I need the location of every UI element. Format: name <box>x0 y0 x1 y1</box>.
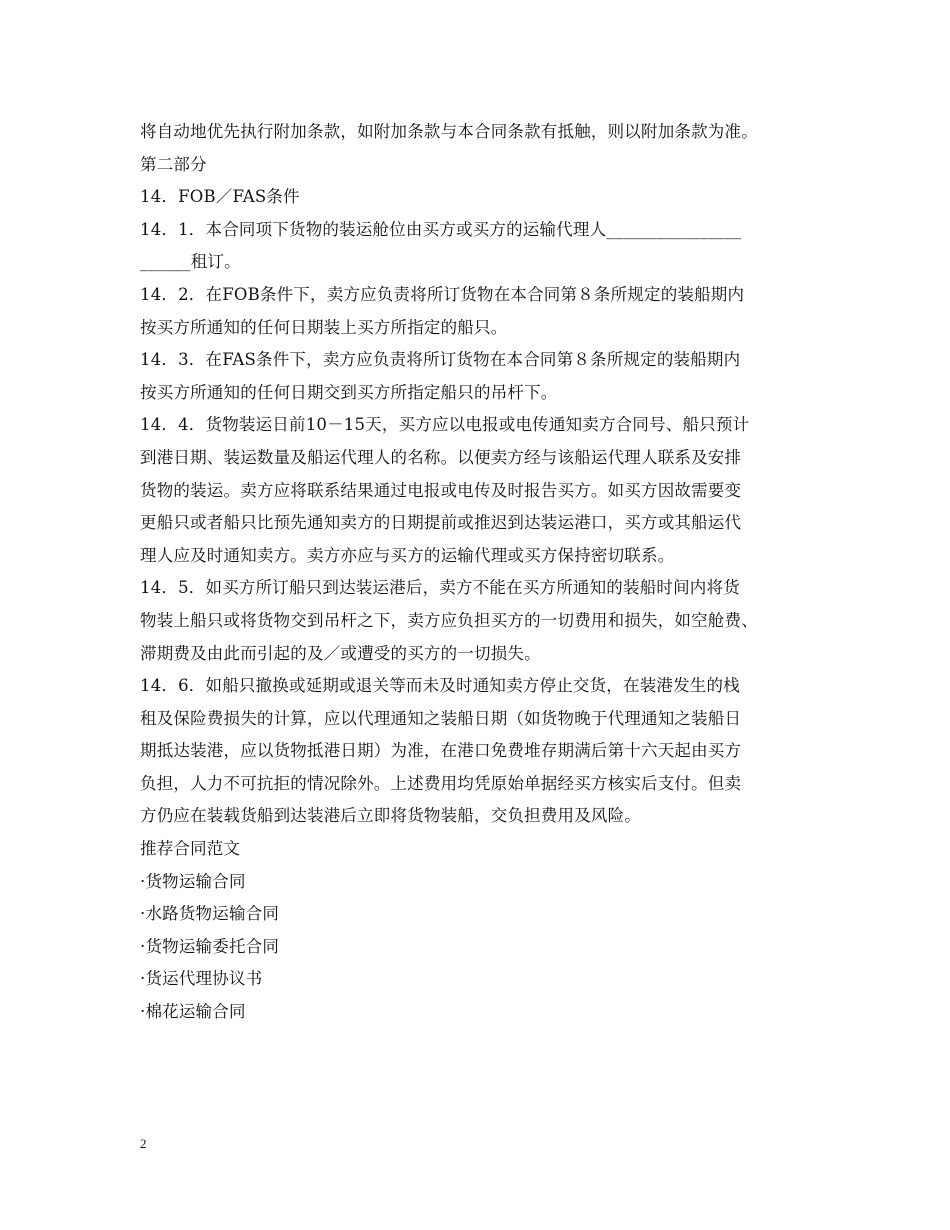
text-line: 更船只或者船只比预先通知卖方的日期提前或推迟到达装运港口，买方或其船运代 <box>140 513 742 533</box>
text-line: 物装上船只或将货物交到吊杆之下，卖方应负担买方的一切费用和损失，如空舱费、 <box>140 610 758 630</box>
text-line: 滞期费及由此而引起的及／或遭受的买方的一切损失。 <box>140 643 541 663</box>
recommended-link[interactable]: ·货物运输合同 <box>140 871 246 891</box>
text-line: 期抵达装港，应以货物抵港日期）为准，在港口免费堆存期满后第十六天起由买方 <box>140 741 742 761</box>
text-line: 将自动地优先执行附加条款，如附加条款与本合同条款有抵触，则以附加条款为准。 <box>140 122 758 141</box>
text-line: 14．3．在FAS条件下，卖方应负责将所订货物在本合同第８条所规定的装船期内 <box>140 350 741 370</box>
recommended-link[interactable]: ·棉花运输合同 <box>140 1002 246 1022</box>
text-line: 租及保险费损失的计算，应以代理通知之装船日期（如货物晚于代理通知之装船日 <box>140 708 742 728</box>
recommended-link[interactable]: ·货运代理协议书 <box>140 969 263 989</box>
text-line: 14．5．如买方所订船只到达装运港后，卖方不能在买方所通知的装船时间内将货 <box>140 578 740 598</box>
text-line: 负担，人力不可抗拒的情况除外。上述费用均凭原始单据经买方核实后支付。但卖 <box>140 773 742 793</box>
text-line: 方仍应在装载货船到达装港后立即将货物装船，交负担费用及风险。 <box>140 806 641 826</box>
text-line: 14．6．如船只撤换或延期或退关等而未及时通知卖方停止交货，在装港发生的栈 <box>140 676 740 696</box>
text-line: 14．2．在FOB条件下，卖方应负责将所订货物在本合同第８条所规定的装船期内 <box>140 284 745 304</box>
text-line: 14．1．本合同项下货物的装运舱位由买方或买方的运输代理人________________ <box>140 219 742 239</box>
text-line: 14．4．货物装运日前10－15天，买方应以电报或电传通知卖方合同号、船只预计 <box>140 415 750 435</box>
section-heading: 第二部分 <box>140 154 207 174</box>
recommended-link[interactable]: ·货物运输委托合同 <box>140 936 280 956</box>
document-body <box>140 116 830 1029</box>
text-line: 按买方所通知的任何日期装上买方所指定的船只。 <box>140 317 508 337</box>
text-line: 按买方所通知的任何日期交到买方所指定船只的吊杆下。 <box>140 382 558 402</box>
recommended-link[interactable]: ·水路货物运输合同 <box>140 904 280 924</box>
text-line: 货物的装运。卖方应将联系结果通过电报或电传及时报告买方。如买方因故需要变 <box>140 480 742 500</box>
text-line: 理人应及时通知卖方。卖方亦应与买方的运输代理或买方保持密切联系。 <box>140 545 675 565</box>
text-line: ______租订。 <box>140 252 241 272</box>
text-line: 到港日期、装运数量及船运代理人的名称。以便卖方经与该船运代理人联系及安排 <box>140 447 742 467</box>
clause-heading: 14．FOB／FAS条件 <box>140 187 300 207</box>
recommended-heading: 推荐合同范文 <box>140 839 241 859</box>
page-number: 2 <box>140 1136 147 1151</box>
